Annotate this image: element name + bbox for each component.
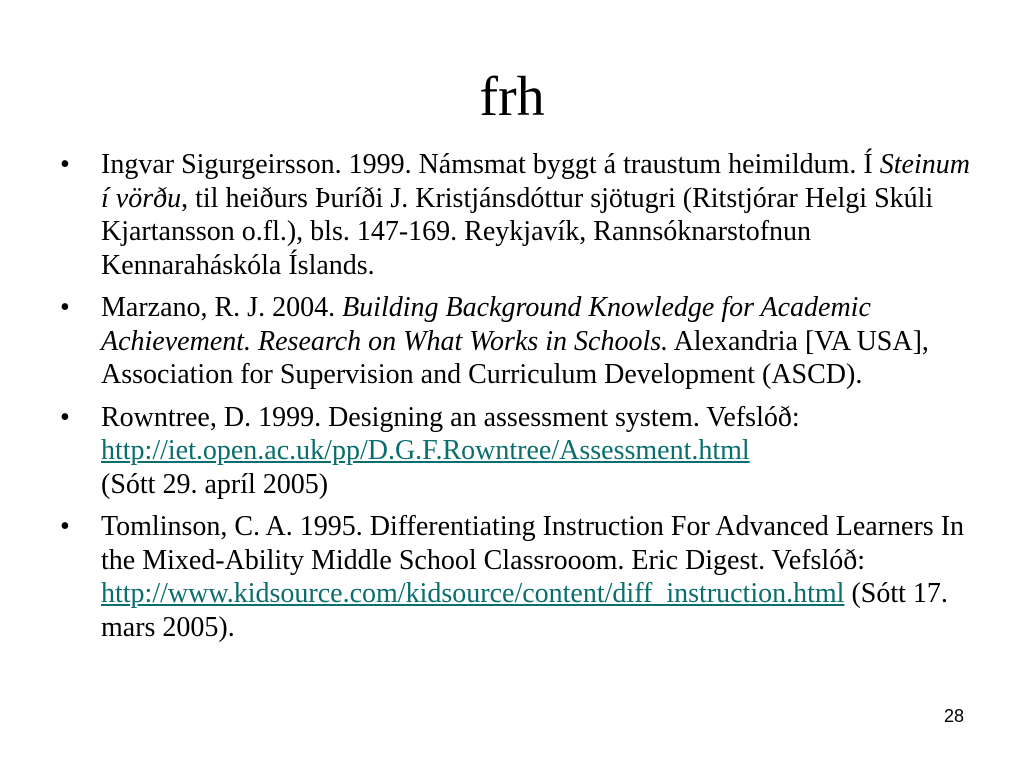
bullet: • (60, 401, 70, 433)
reference-item (60, 148, 970, 282)
reference-text: (Sótt 29. apríl 2005) (101, 468, 329, 500)
reference-text: Alexandria [VA USA], Association for Supervision and Curriculum Development (ASCD). (101, 325, 929, 390)
slide-title: frh (479, 66, 545, 128)
reference-link[interactable]: http://www.kidsource.com/kidsource/content/diff_instruction.html (101, 578, 845, 609)
reference-text: Ingvar Sigurgeirsson. 1999. Námsmat byggt á traustum heimildum. Í (101, 149, 880, 180)
reference-item (60, 401, 970, 502)
reference-item (60, 510, 970, 644)
reference-text: , til heiðurs Þuríði J. Kristjánsdóttur sjötugri (Ritstjórar Helgi Skúli Kjartansson o.fl.), bls. 147-169. Reykjavík, Rannsóknarstofnun Kennaraháskóla Íslands. (101, 182, 934, 281)
reference-text: Rowntree, D. 1999. Designing an assessment system. Vefslóð: (101, 401, 800, 433)
reference-italic-title: Building Background Knowledge for Academic Achievement. Research on What Works in Schools. (101, 292, 871, 357)
bullet: • (60, 292, 70, 323)
reference-italic-title: Steinum í vörðu (101, 149, 970, 214)
reference-list (60, 148, 970, 653)
reference-text: Marzano, R. J. 2004. (101, 292, 343, 323)
reference-text: Tomlinson, C. A. 1995. Differentiating Instruction For Advanced Learners In the Mixed-Ability Middle School Classrooom. Eric Digest. Vefslóð: (101, 511, 965, 576)
reference-text: (Sótt 17. mars 2005). (101, 578, 948, 643)
reference-item (60, 291, 970, 392)
reference-link[interactable]: http://iet.open.ac.uk/pp/D.G.F.Rowntree/Assessment.html (101, 435, 750, 466)
bullet: • (60, 149, 70, 180)
bullet: • (60, 511, 70, 542)
page-number: 28 (943, 706, 964, 726)
